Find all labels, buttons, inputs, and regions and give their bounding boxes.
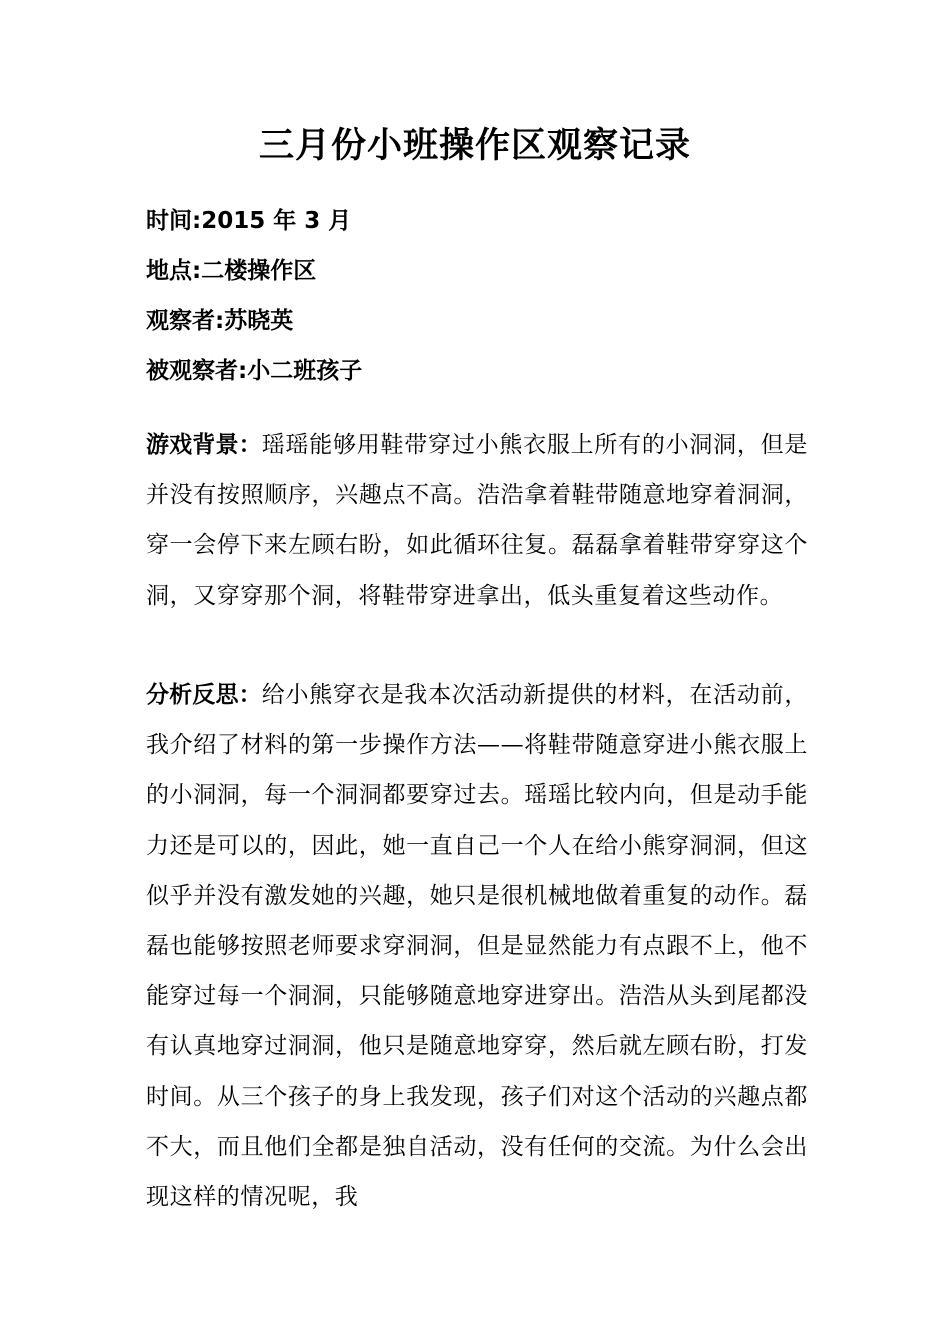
- meta-observed: 被观察者:小二班孩子: [146, 358, 363, 384]
- meta-place: 地点:二楼操作区: [146, 258, 317, 284]
- background-label: 游戏背景：: [146, 432, 262, 458]
- meta-time: 时间:2015 年 3 月: [146, 208, 352, 234]
- analysis-label: 分析反思：: [146, 682, 262, 708]
- analysis-text: 给小熊穿衣是我本次活动新提供的材料，在活动前，我介绍了材料的第一步操作方法——将鞋带随意穿进小熊衣服上的小洞洞，每一个洞洞都要穿过去。瑶瑶比较内向，但是动手能力还是可以的，因此，她一直自己一个人在给小熊穿洞洞，但这似乎并没有激发她的兴趣，她只是很机械地做着重复的动作。磊磊也能够按照老师要求穿洞洞，但是显然能力有点跟不上，他不能穿过每一个洞洞，只能够随意地穿进穿出。浩浩从头到尾都没有认真地穿过洞洞，他只是随意地穿穿，然后就左顾右盼，打发时间。从三个孩子的身上我发现，孩子们对这个活动的兴趣点都不大，而且他们全都是独自活动，没有任何的交流。为什么会出现这样的情况呢，我: [146, 682, 808, 1211]
- analysis-paragraph: [146, 670, 808, 1222]
- background-text: 瑶瑶能够用鞋带穿过小熊衣服上所有的小洞洞，但是并没有按照顺序，兴趣点不高。浩浩拿着鞋带随意地穿着洞洞，穿一会停下来左顾右盼，如此循环往复。磊磊拿着鞋带穿穿这个洞，又穿穿那个洞，将鞋带穿进拿出，低头重复着这些动作。: [146, 432, 808, 609]
- meta-observer: 观察者:苏晓英: [146, 308, 294, 334]
- background-paragraph: [146, 420, 808, 621]
- document-title: 三月份小班操作区观察记录: [258, 125, 691, 166]
